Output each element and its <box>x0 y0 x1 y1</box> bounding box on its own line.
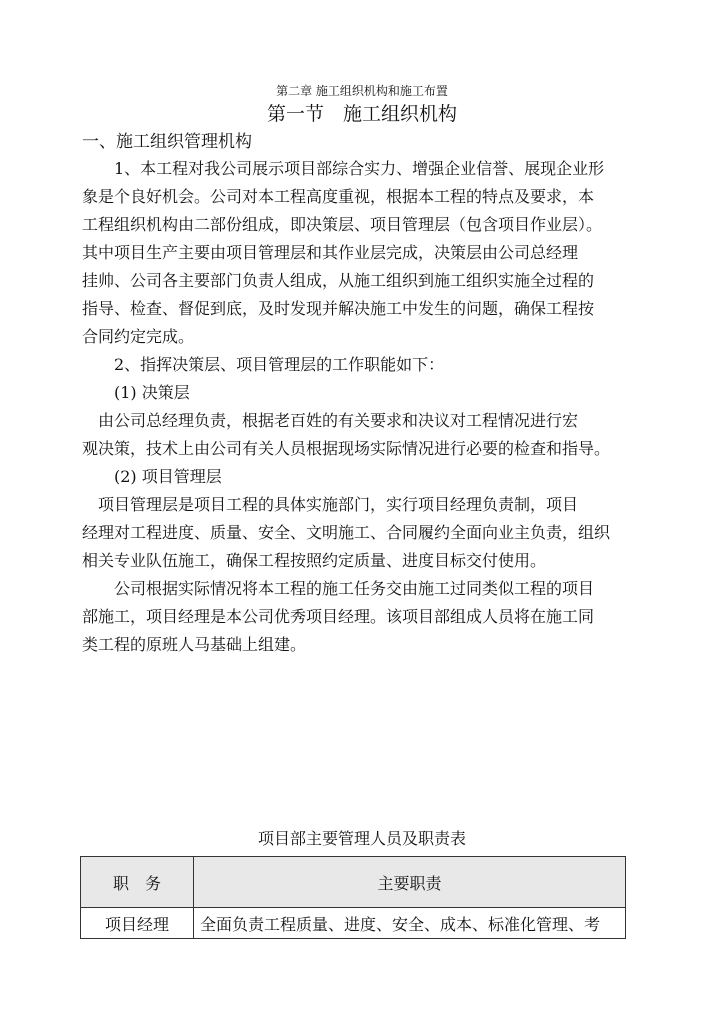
heading-organization: 一、施工组织管理机构 <box>82 132 252 152</box>
subheading-decision-layer: (1) 决策层 <box>82 383 190 402</box>
paragraph-line: 公司根据实际情况将本工程的施工任务交由施工过同类似工程的项目 <box>82 579 595 598</box>
paragraph-line: 部施工，项目经理是本公司优秀项目经理。该项目部组成人员将在施工同 <box>82 607 595 626</box>
paragraph-line: 合同约定完成。 <box>82 327 195 346</box>
paragraph-line: 挂帅、公司各主要部门负责人组成，从施工组织到施工组织实施全过程的 <box>82 271 595 290</box>
paragraph-line: 1、本工程对我公司展示项目部综合实力、增强企业信誉、展现企业形 <box>82 159 605 178</box>
paragraph-line: 由公司总经理负责，根据老百姓的有关要求和决议对工程情况进行宏 <box>82 411 579 430</box>
paragraph-line: 2、指挥决策层、项目管理层的工作职能如下： <box>82 355 445 374</box>
paragraph-line: 观决策，技术上由公司有关人员根据现场实际情况进行必要的检查和指导。 <box>82 439 611 458</box>
paragraph-line: 指导、检查、督促到底，及时发现并解决施工中发生的问题，确保工程按 <box>82 299 595 318</box>
paragraph-line: 相关专业队伍施工，确保工程按照约定质量、进度目标交付使用。 <box>82 551 547 570</box>
section-title: 第一节 施工组织机构 <box>266 103 457 125</box>
header-position: 职 务 <box>81 857 194 908</box>
cell-position: 项目经理 <box>81 908 194 939</box>
paragraph-line: 项目管理层是项目工程的具体实施部门，实行项目经理负责制，项目 <box>82 495 579 514</box>
duty-table <box>80 856 626 939</box>
header-duties: 主要职责 <box>194 857 626 908</box>
paragraph-line: 工程组织机构由二部份组成，即决策层、项目管理层（包含项目作业层）。 <box>82 215 603 234</box>
paragraph-line: 类工程的原班人马基础上组建。 <box>82 635 307 654</box>
table-title: 项目部主要管理人员及职责表 <box>257 829 466 848</box>
table-header-row <box>81 857 626 908</box>
subheading-management-layer: (2) 项目管理层 <box>82 467 222 486</box>
table-row <box>81 908 626 939</box>
body-text <box>82 155 638 659</box>
paragraph-line: 其中项目生产主要由项目管理层和其作业层完成，决策层由公司总经理 <box>82 243 579 262</box>
paragraph-line: 经理对工程进度、质量、安全、文明施工、合同履约全面向业主负责，组织 <box>82 523 611 542</box>
cell-duties: 全面负责工程质量、进度、安全、成本、标准化管理、考 <box>194 908 626 939</box>
chapter-title: 第二章 施工组织机构和施工布置 <box>276 84 448 98</box>
paragraph-line: 象是个良好机会。公司对本工程高度重视，根据本工程的特点及要求，本 <box>82 187 595 206</box>
